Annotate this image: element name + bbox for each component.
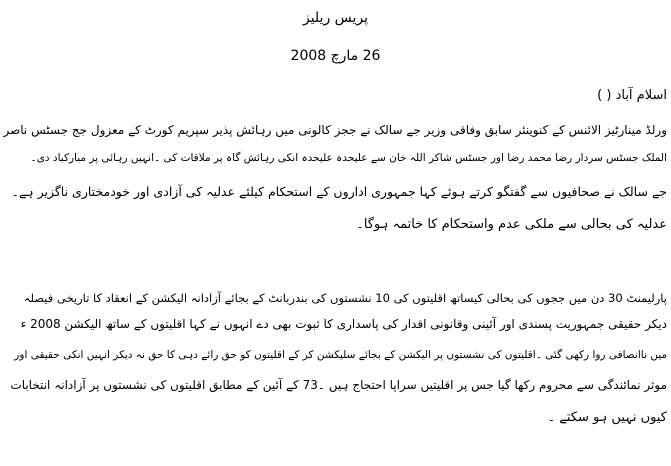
paragraph-line: جے سالک نے صحافیوں سے گفتگو کرتے ہوئے کہا جمہوری اداروں کے استحکام کیلئے عدلیہ کی آزادی اور خودمختاری ناگزیر ہے۔	[11, 184, 667, 199]
paragraph-line: میں ناانصافی روا رکھی گئی ۔اقلیتوں کی نشستوں پر الیکشن کے بجائے سلیکشن کر کے اقلیتوں کو حق رائے دہی کا حق نہ دیکر انہیں انکی حقیقی اور	[14, 349, 667, 361]
document-title: پریس ریلیز	[302, 10, 369, 26]
dateline: اسلام آباد ( )	[597, 88, 667, 103]
paragraph-line: ورلڈ مینارٹیز الائنس کے کنوینئر سابق وفاقی وزیر جے سالک نے ججز کالونی میں رہائش پذیر سپریم کورٹ کے معزول جج جسٹس ناصر	[3, 123, 667, 137]
paragraph-line: موثر نمائندگی سے محروم رکھا گیا جس پر اقلیتیں سراپا احتجاج ہیں ۔73 کے آئین کے مطابق اقلیتوں کی نشستوں پر آزادانہ انتخابات	[10, 378, 667, 392]
paragraph-line: پارلیمنٹ 30 دن میں ججوں کی بحالی کیساتھ اقلیتوں کی 10 نشستوں کی بندربانٹ کے بجائے آزادانہ الیکشن کے انعقاد کا تاریخی فیصلہ	[23, 291, 667, 305]
paragraph-line: کیوں نہیں ہو سکتے ۔	[547, 410, 667, 425]
paragraph-line: دیکر حقیقی جمہوریت پسندی اور آئینی وقانونی اقدار کی پاسداری کا ثبوت بھی دے انہوں نے کہا اقلیتوں کے ساتھ الیکشن 2008 ء	[20, 317, 667, 331]
paragraph-line: الملک جسٹس سردار رضا محمد رضا اور جسٹس شاکر اللہ خان سے علیحدہ علیحدہ انکی رہائش گاہ پر ملاقات کی ۔انہیں رہائی پر مبارکباد دی۔	[30, 152, 667, 164]
paragraph-line: عدلیہ کی بحالی سے ملکی عدم واستحکام کا خاتمہ ہوگا۔	[356, 217, 667, 232]
document-date: 26 مارچ 2008	[290, 48, 381, 64]
